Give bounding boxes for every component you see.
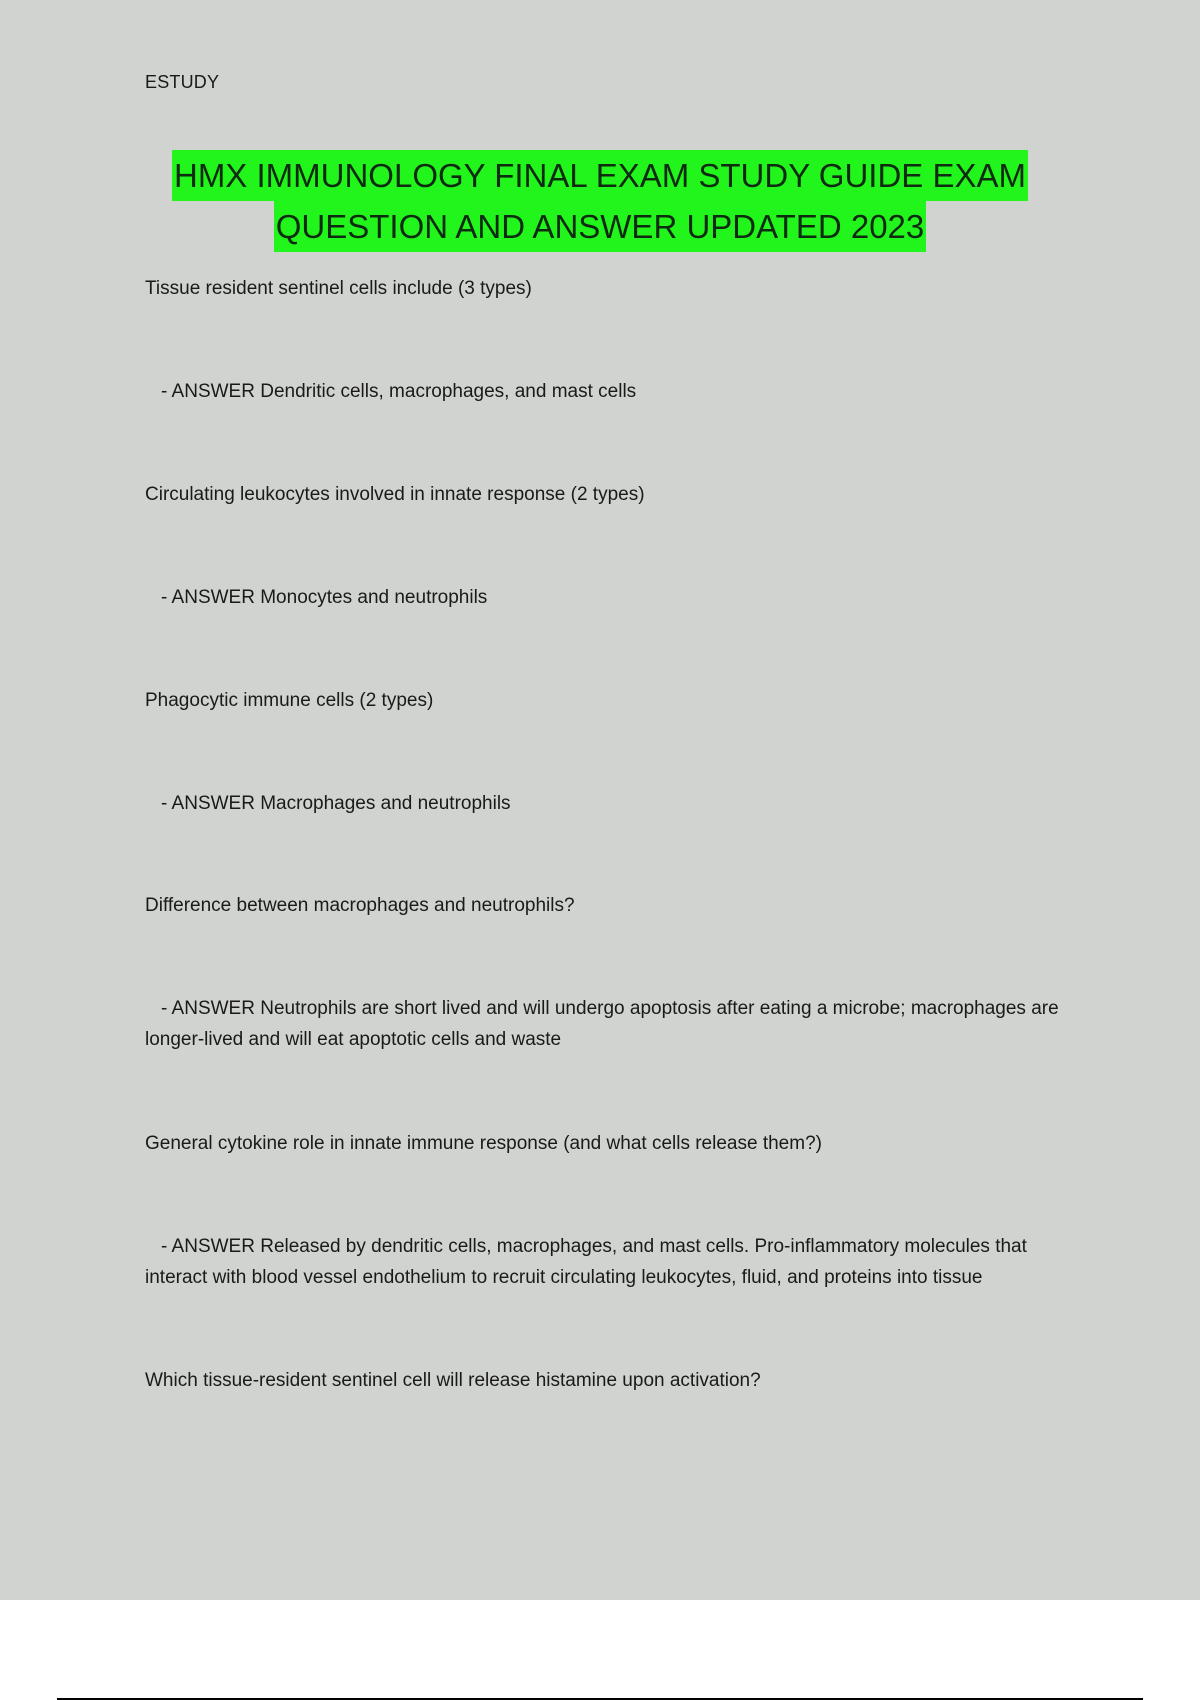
- question-2: Circulating leukocytes involved in innate response (2 types): [145, 484, 645, 505]
- question-6: Which tissue-resident sentinel cell will release histamine upon activation?: [145, 1370, 761, 1391]
- question-1: Tissue resident sentinel cells include (3 types): [145, 278, 532, 299]
- header-label: ESTUDY: [145, 72, 220, 92]
- document-title: [0, 150, 1200, 252]
- answer-5: - ANSWER Released by dendritic cells, macrophages, and mast cells. Pro-inflammatory molecules that interact with blood vessel endothelium to recruit circulating leukocytes, fluid, and proteins into tissue: [145, 1236, 1027, 1288]
- question-3: Phagocytic immune cells (2 types): [145, 690, 434, 711]
- title-line-1: HMX IMMUNOLOGY FINAL EXAM STUDY GUIDE EXAM: [172, 150, 1028, 201]
- answer-1: - ANSWER Dendritic cells, macrophages, and mast cells: [161, 381, 637, 402]
- question-4: Difference between macrophages and neutrophils?: [145, 895, 575, 916]
- answer-3: - ANSWER Macrophages and neutrophils: [161, 793, 511, 814]
- answer-2: - ANSWER Monocytes and neutrophils: [161, 587, 488, 608]
- title-line-2: QUESTION AND ANSWER UPDATED 2023: [274, 201, 927, 252]
- question-5: General cytokine role in innate immune response (and what cells release them?): [145, 1133, 822, 1154]
- answer-4: - ANSWER Neutrophils are short lived and will undergo apoptosis after eating a microbe; macrophages are longer-lived and will eat apoptotic cells and waste: [145, 998, 1059, 1050]
